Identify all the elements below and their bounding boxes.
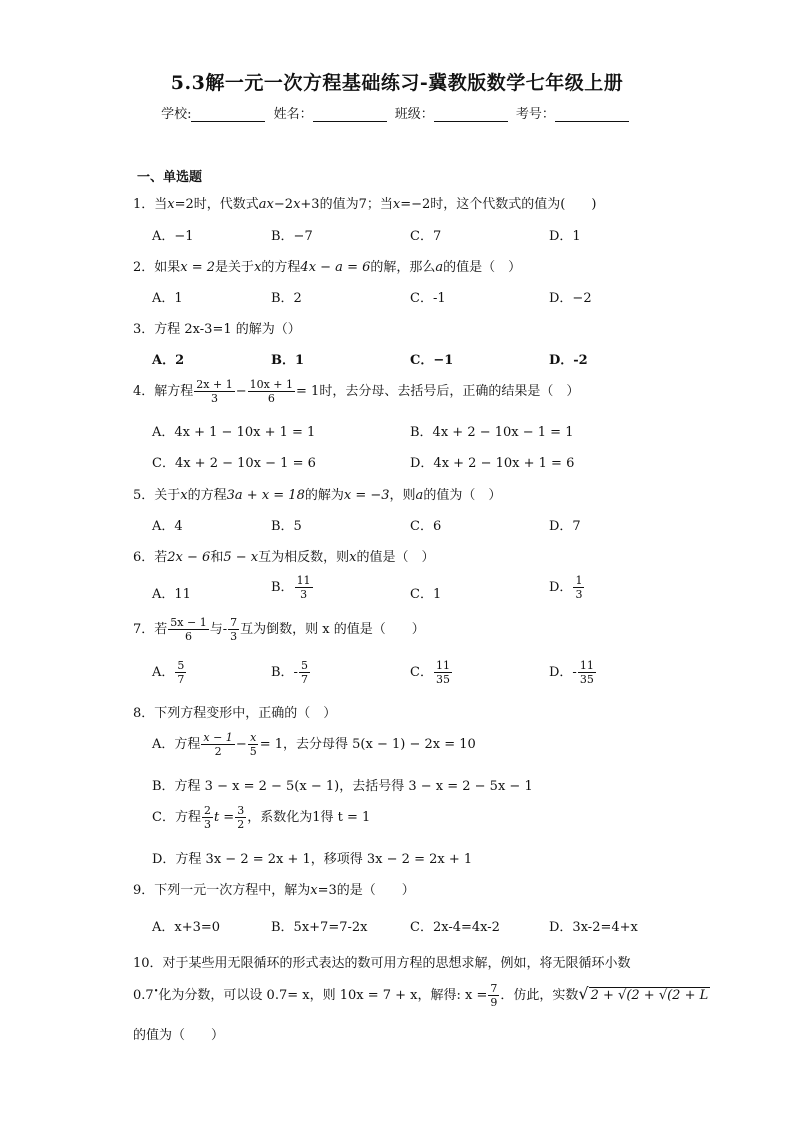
q6-expr: 5 − x bbox=[223, 550, 259, 565]
denominator: 3 bbox=[210, 392, 218, 405]
option-label: C． bbox=[410, 665, 433, 680]
q7-text: 与 bbox=[209, 622, 223, 637]
student-info-line bbox=[0, 103, 794, 122]
q8-option-c[interactable] bbox=[152, 804, 370, 831]
q6-option-d[interactable] bbox=[549, 574, 585, 601]
denominator: 9 bbox=[490, 996, 498, 1009]
numerator: 11 bbox=[296, 574, 311, 587]
denominator: 3 bbox=[575, 588, 583, 601]
q10-text: 化为分数，可以设 bbox=[158, 988, 267, 1003]
q9-option-b[interactable]: B．5x+7=7-2x bbox=[271, 920, 368, 935]
numerator: 10x + 1 bbox=[249, 378, 294, 391]
numerator: 11 bbox=[435, 659, 450, 672]
option-text: C．方程 bbox=[152, 810, 201, 825]
q9-var: x bbox=[310, 883, 318, 898]
question-8: 8．下列方程变形中，正确的（ ） bbox=[133, 706, 337, 721]
q9-option-d[interactable]: D．3x-2=4+x bbox=[549, 920, 638, 935]
school-blank[interactable] bbox=[191, 107, 265, 122]
q4-fraction bbox=[248, 378, 295, 405]
q5-var: x bbox=[180, 488, 188, 503]
q7-fraction bbox=[168, 616, 208, 643]
q1-text: −2 bbox=[273, 197, 294, 212]
q6-text: 的值是（ ） bbox=[356, 550, 435, 565]
q9-option-a[interactable]: A．x+3=0 bbox=[152, 920, 221, 935]
exam-no-label: 考号： bbox=[515, 107, 555, 122]
q10-text: ．仿此，实数 bbox=[500, 988, 579, 1003]
q2-option-b[interactable]: B．2 bbox=[271, 291, 302, 306]
q4-option-c[interactable]: C．4x + 2 − 10x − 1 = 6 bbox=[152, 456, 316, 471]
class-blank[interactable] bbox=[434, 107, 508, 122]
question-7 bbox=[133, 616, 425, 643]
option-label: A． bbox=[152, 665, 175, 680]
option-text: t = bbox=[213, 810, 235, 825]
option-fraction bbox=[573, 574, 584, 601]
q7-option-a[interactable] bbox=[152, 659, 187, 686]
question-5 bbox=[133, 484, 501, 503]
q3-option-b[interactable]: B．1 bbox=[271, 353, 305, 368]
option-fraction bbox=[578, 659, 596, 686]
option-text: ，系数化为1得 t = 1 bbox=[247, 810, 371, 825]
question-6 bbox=[133, 546, 434, 565]
q6-option-b[interactable] bbox=[271, 574, 314, 601]
q5-option-c[interactable]: C．6 bbox=[410, 519, 442, 534]
q4-option-b[interactable]: B．4x + 2 − 10x − 1 = 1 bbox=[410, 425, 574, 440]
q5-eq: 3a + x = 18 bbox=[226, 488, 305, 503]
repeat-dot: • bbox=[153, 986, 159, 996]
q7-text: 互为倒数，则 x 的值是（ ） bbox=[240, 622, 425, 637]
question-3: 3．方程 2x-3=1 的解为（） bbox=[133, 322, 301, 337]
q5-text: 5．关于 bbox=[133, 488, 181, 503]
numerator: 2x + 1 bbox=[196, 378, 233, 391]
q5-text: 的解为 bbox=[304, 488, 344, 503]
q2-option-d[interactable]: D．−2 bbox=[549, 291, 592, 306]
q7-neg: - bbox=[222, 622, 228, 637]
q3-option-c[interactable]: C．−1 bbox=[410, 353, 454, 368]
option-fraction bbox=[201, 731, 234, 758]
q5-text: ，则 bbox=[389, 488, 416, 503]
q3-option-a[interactable]: A．2 bbox=[152, 353, 185, 368]
denominator: 2 bbox=[237, 818, 245, 831]
q4-option-a[interactable]: A．4x + 1 − 10x + 1 = 1 bbox=[152, 425, 316, 440]
q9-text: =3的是（ ） bbox=[317, 883, 415, 898]
q2-text: 2．如果 bbox=[133, 260, 181, 275]
q1-option-d[interactable]: D．1 bbox=[549, 229, 581, 244]
q4-fraction bbox=[194, 378, 234, 405]
q5-text: 的方程 bbox=[187, 488, 227, 503]
q2-text: 是关于 bbox=[215, 260, 255, 275]
q1-text: +3的值为7；当 bbox=[300, 197, 393, 212]
numerator: x − 1 bbox=[203, 731, 233, 744]
question-10-line2 bbox=[133, 982, 710, 1009]
sqrt-icon: √ bbox=[578, 984, 589, 1003]
q2-eq: 4x − a = 6 bbox=[300, 260, 371, 275]
denominator: 6 bbox=[184, 630, 192, 643]
q6-text: 互为相反数，则 bbox=[258, 550, 350, 565]
q1-text: =2时，代数式 bbox=[174, 197, 259, 212]
repeating-decimal: 0.7 bbox=[266, 988, 288, 1003]
option-label: B．- bbox=[271, 665, 298, 680]
option-fraction bbox=[175, 659, 186, 686]
q1-option-b[interactable]: B．−7 bbox=[271, 229, 313, 244]
q6-expr: 2x − 6 bbox=[167, 550, 211, 565]
class-label: 班级： bbox=[394, 107, 434, 122]
q4-text: 4．解方程 bbox=[133, 384, 194, 399]
q10-fraction bbox=[488, 982, 499, 1009]
q7-option-d[interactable] bbox=[549, 659, 597, 686]
q6-text: 和 bbox=[210, 550, 224, 565]
q8-option-a[interactable] bbox=[152, 731, 476, 758]
option-fraction bbox=[202, 804, 213, 831]
q8-option-d[interactable]: D．方程 3x − 2 = 2x + 1，移项得 3x − 2 = 2x + 1 bbox=[152, 852, 473, 867]
q7-option-b[interactable] bbox=[271, 659, 311, 686]
numerator: 1 bbox=[575, 574, 583, 587]
q6-option-a[interactable]: A．11 bbox=[152, 587, 191, 602]
q6-text: 6．若 bbox=[133, 550, 168, 565]
q2-text: 的解，那么 bbox=[370, 260, 436, 275]
page-title: 5.3解一元一次方程基础练习-冀教版数学七年级上册 bbox=[170, 72, 624, 94]
q1-option-a[interactable]: A．−1 bbox=[152, 229, 194, 244]
q1-expr: ax bbox=[258, 197, 274, 212]
q2-text: 的值是（ ） bbox=[443, 260, 522, 275]
numerator: 3 bbox=[237, 804, 245, 817]
q8-option-b[interactable]: B．方程 3 − x = 2 − 5(x − 1)，去括号得 3 − x = 2 − 5x − 1 bbox=[152, 779, 533, 794]
denominator: 7 bbox=[177, 673, 185, 686]
q3-option-d[interactable]: D．-2 bbox=[549, 353, 588, 368]
question-9 bbox=[133, 879, 415, 898]
option-fraction bbox=[299, 659, 310, 686]
section-heading: 一、单选题 bbox=[137, 170, 203, 185]
q2-eq: x = 2 bbox=[180, 260, 216, 275]
q2-text: 的方程 bbox=[261, 260, 301, 275]
q5-var: a bbox=[415, 488, 424, 503]
q1-text: 1．当 bbox=[133, 197, 168, 212]
option-fraction bbox=[434, 659, 452, 686]
denominator: 3 bbox=[300, 588, 308, 601]
question-10: 10．对于某些用无限循环的形式表达的数可用方程的思想求解，例如，将无限循环小数 bbox=[133, 956, 631, 971]
q9-option-c[interactable]: C．2x-4=4x-2 bbox=[410, 920, 500, 935]
denominator: 6 bbox=[267, 392, 275, 405]
numerator: 5 bbox=[177, 659, 185, 672]
option-fraction bbox=[295, 574, 313, 601]
q2-var: x bbox=[254, 260, 262, 275]
q1-var: x bbox=[293, 197, 301, 212]
denominator: 2 bbox=[214, 745, 222, 758]
numerator: 2 bbox=[203, 804, 211, 817]
question-10-line3: 的值为（ ） bbox=[133, 1028, 225, 1043]
name-blank[interactable] bbox=[313, 107, 387, 122]
q1-var: x bbox=[392, 197, 401, 212]
q2-option-c[interactable]: C．-1 bbox=[410, 291, 446, 306]
q5-eq: x = −3 bbox=[343, 488, 390, 503]
q7-fraction bbox=[228, 616, 239, 643]
option-text: − bbox=[235, 737, 247, 752]
school-label: 学校: bbox=[161, 107, 192, 122]
q7-text: 7．若 bbox=[133, 622, 168, 637]
q4-text: = 1时，去分母、去括号后，正确的结果是（ ） bbox=[296, 384, 580, 399]
q1-option-c[interactable]: C．7 bbox=[410, 229, 442, 244]
q2-option-a[interactable]: A．1 bbox=[152, 291, 183, 306]
numerator: 7 bbox=[490, 982, 498, 995]
nested-radical: 2 + √(2 + √(2 + L bbox=[590, 988, 709, 1003]
option-label: B． bbox=[271, 580, 294, 595]
q5-option-d[interactable]: D．7 bbox=[549, 519, 581, 534]
option-label: D． bbox=[549, 580, 573, 595]
q1-text: =−2时，这个代数式的值为( ) bbox=[400, 197, 597, 212]
question-2 bbox=[133, 256, 521, 275]
q4-minus: − bbox=[235, 384, 247, 399]
repeating-decimal: 0.7 bbox=[133, 988, 154, 1003]
numerator: 11 bbox=[579, 659, 594, 672]
option-text: A．方程 bbox=[152, 737, 201, 752]
exam-no-blank[interactable] bbox=[555, 107, 629, 122]
q5-option-a[interactable]: A．4 bbox=[152, 519, 183, 534]
denominator: 7 bbox=[300, 673, 308, 686]
q9-text: 9．下列一元一次方程中，解为 bbox=[133, 883, 311, 898]
q6-option-c[interactable]: C．1 bbox=[410, 587, 442, 602]
option-text: = 1，去分母得 5(x − 1) − 2x = 10 bbox=[259, 737, 476, 752]
denominator: 3 bbox=[203, 818, 211, 831]
q10-text: = x，则 10x = 7 + x，解得: x = bbox=[287, 988, 488, 1003]
numerator: 5 bbox=[300, 659, 308, 672]
numerator: 5x − 1 bbox=[170, 616, 207, 629]
q6-var: x bbox=[349, 550, 357, 565]
numerator: 7 bbox=[230, 616, 238, 629]
denominator: 35 bbox=[579, 673, 594, 686]
q1-var: x bbox=[167, 197, 175, 212]
name-label: 姓名： bbox=[273, 107, 313, 122]
option-fraction bbox=[248, 731, 259, 758]
q5-text: 的值为（ ） bbox=[423, 488, 502, 503]
option-label: D．- bbox=[549, 665, 577, 680]
denominator: 35 bbox=[435, 673, 450, 686]
q5-option-b[interactable]: B．5 bbox=[271, 519, 302, 534]
question-4 bbox=[133, 378, 579, 405]
q7-option-c[interactable] bbox=[410, 659, 453, 686]
question-1 bbox=[133, 193, 596, 212]
numerator: x bbox=[250, 731, 257, 744]
q4-option-d[interactable]: D．4x + 2 − 10x + 1 = 6 bbox=[410, 456, 575, 471]
denominator: 5 bbox=[249, 745, 257, 758]
denominator: 3 bbox=[230, 630, 238, 643]
q2-var: a bbox=[435, 260, 444, 275]
option-fraction bbox=[235, 804, 246, 831]
